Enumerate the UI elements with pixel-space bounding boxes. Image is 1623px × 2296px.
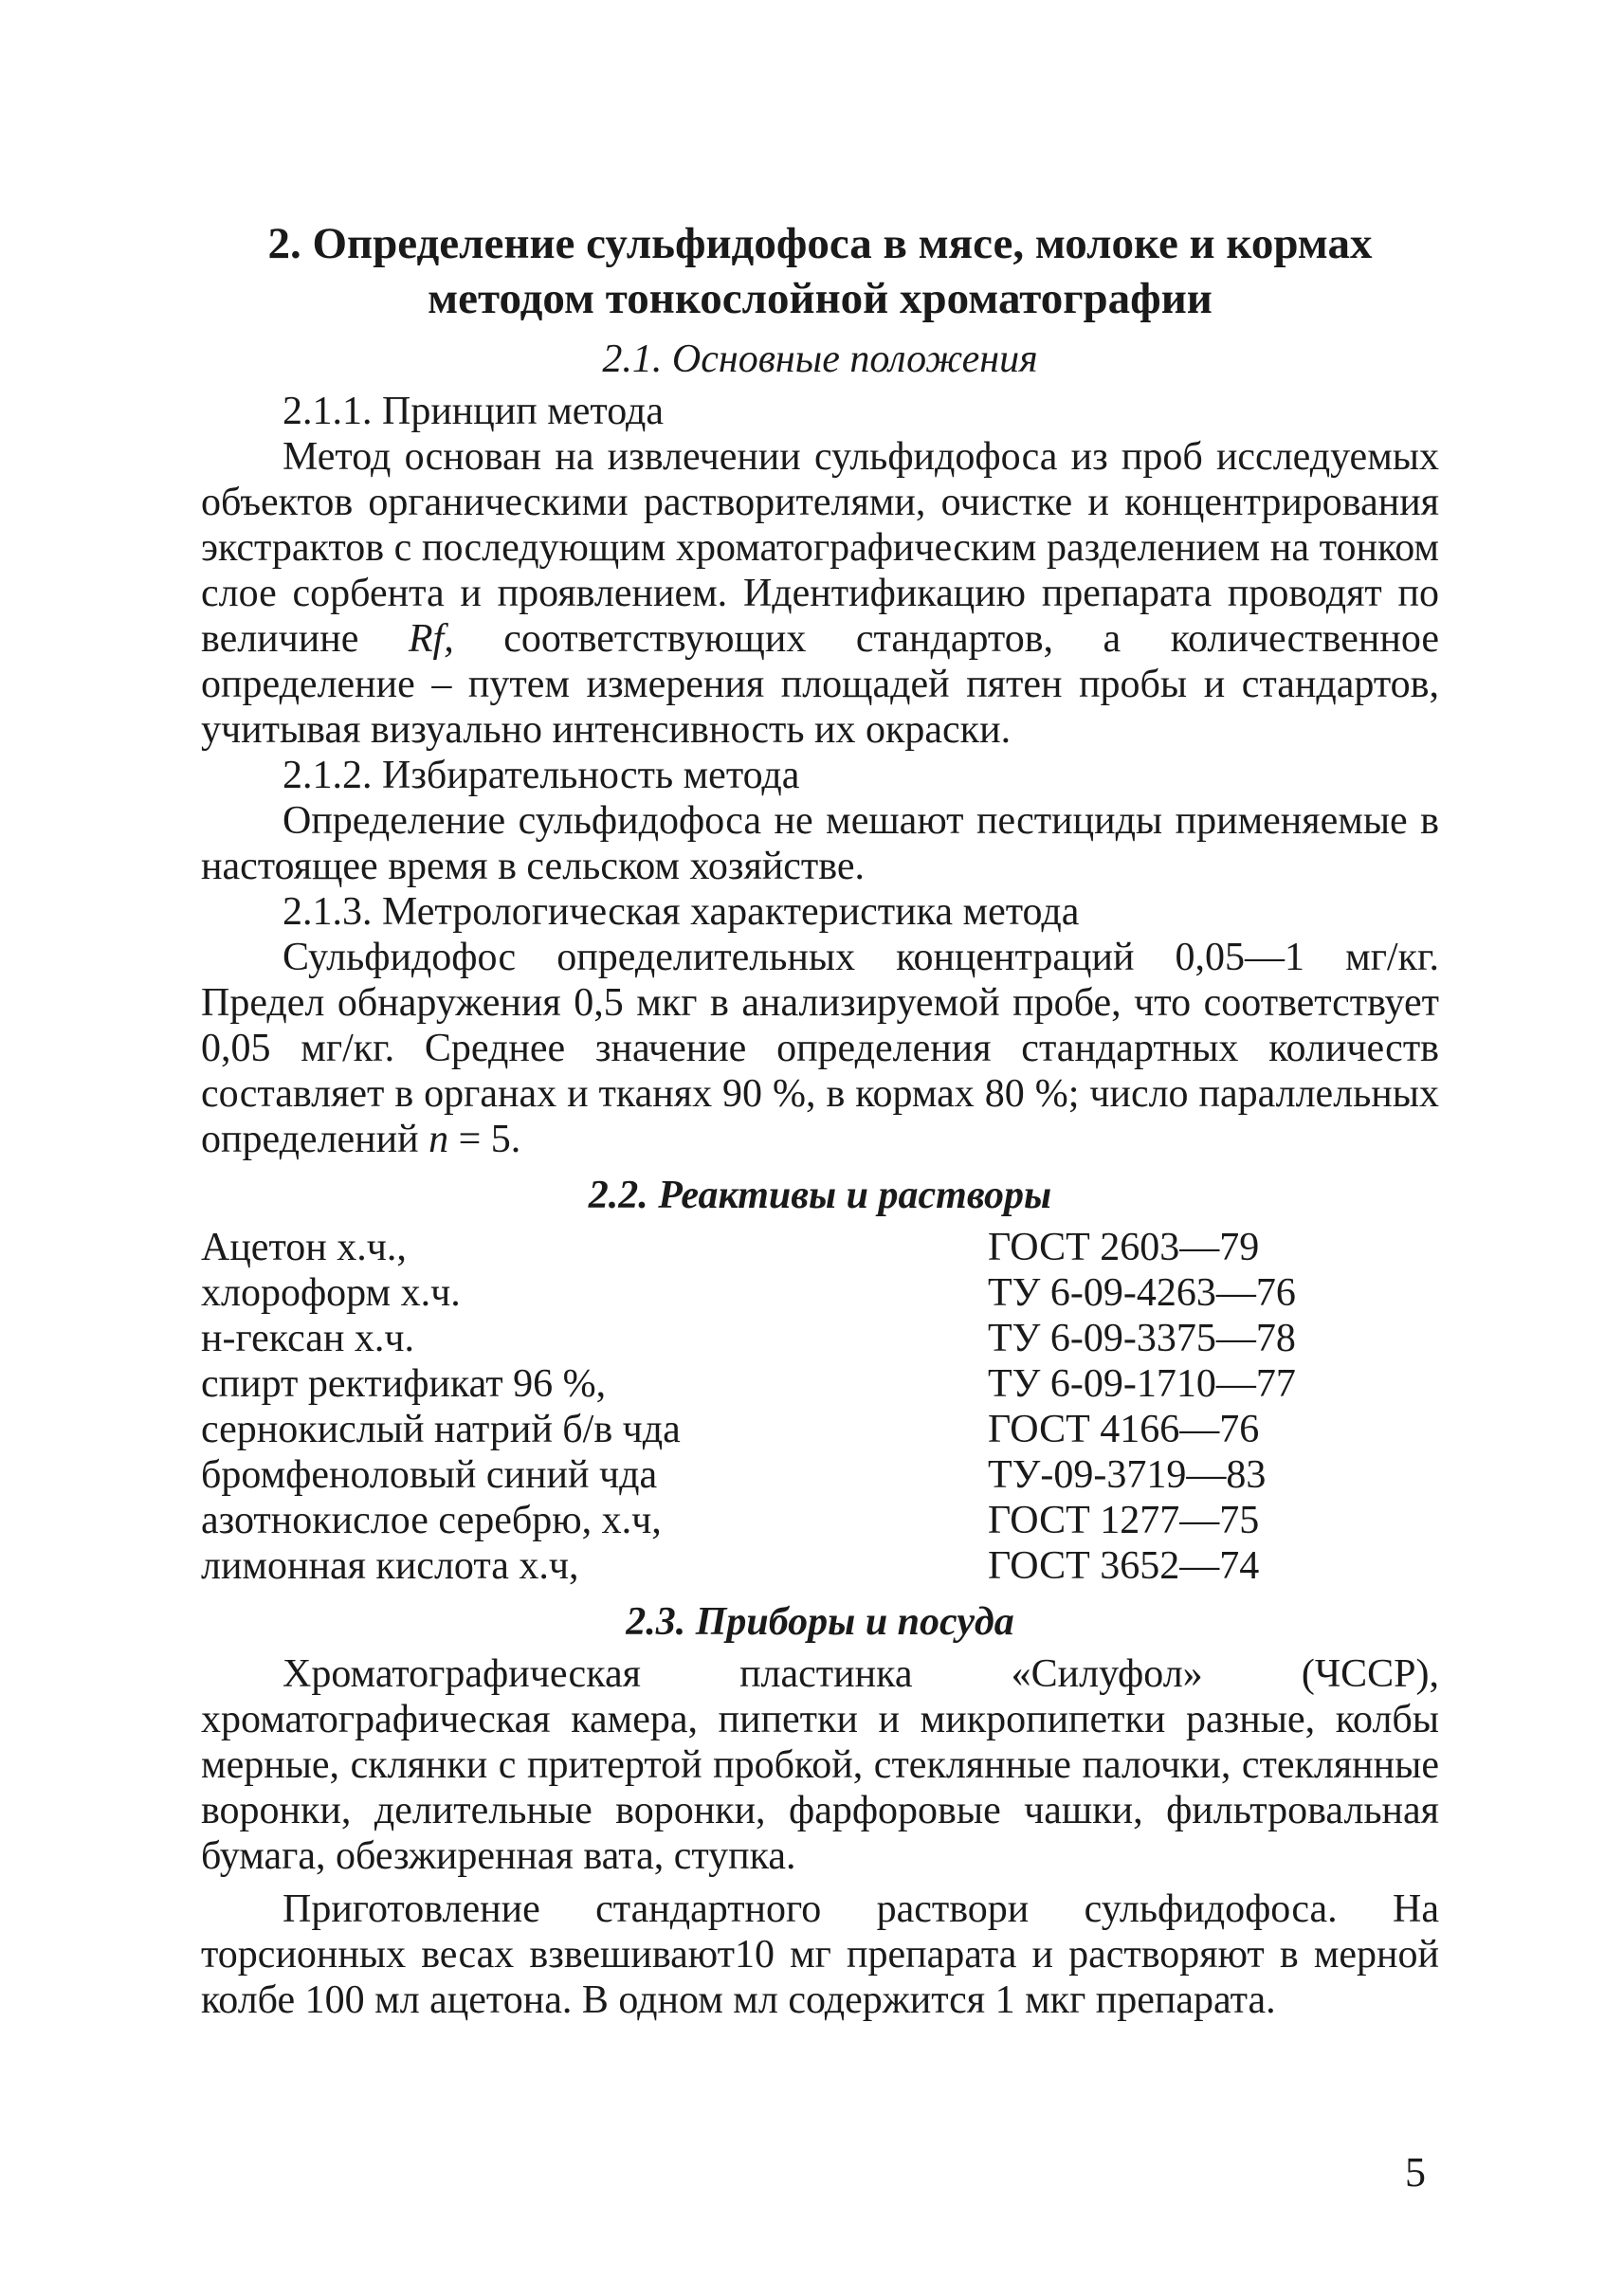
reagents-list: [201, 1225, 1439, 1589]
reagent-name: сернокислый натрий б/в чда: [201, 1408, 681, 1451]
section-2-1-heading: 2.1. Основные положения: [602, 337, 1038, 381]
rf-symbol: Rf,: [408, 617, 454, 661]
reagent-name: н-гексан х.ч.: [201, 1317, 415, 1360]
reagent-standard: ТУ 6-09-3375—78: [988, 1317, 1296, 1360]
reagent-name: Ацетон х.ч.,: [201, 1226, 407, 1269]
subsection-2-1-2-text: Определение сульфидофоса не мешают пестициды применяемые в настоящее время в сельском хозяйстве.: [201, 799, 1439, 888]
reagent-name: азотнокислое серебрю, х.ч,: [201, 1499, 662, 1542]
reagent-row: [201, 1270, 1439, 1316]
reagent-row: [201, 1316, 1439, 1361]
equipment-paragraph: Хроматографическая пластинка «Силуфол» (ЧССР), хроматографическая камера, пипетки и микропипетки разные, колбы мерные, склянки с притертой пробкой, стеклянные палочки, стеклянные воронки, делительные воронки, фарфоровые чашки, фильтровальная бумага, обезжиренная вата, ступка.: [201, 1652, 1439, 1878]
chapter-title-line-2: методом тонкослойной хроматографии: [428, 274, 1213, 323]
reagent-name: бромфеноловый синий чда: [201, 1453, 658, 1497]
reagent-row: [201, 1361, 1439, 1407]
subsection-2-1-3-text: [201, 935, 1439, 1162]
reagent-standard: ГОСТ 1277—75: [988, 1499, 1260, 1542]
reagent-standard: ТУ-09-3719—83: [988, 1453, 1267, 1497]
reagent-row: [201, 1543, 1439, 1589]
subsection-2-1-2-heading: 2.1.2. Избирательность метода: [283, 754, 800, 797]
subsection-2-1-1-heading: 2.1.1. Принцип метода: [283, 390, 665, 433]
reagent-standard: ТУ 6-09-1710—77: [988, 1362, 1296, 1406]
principle-text-end: соответствующих стандартов, а количественное определение – путем измерения площадей пятен пробы и стандартов, учитывая визуально интенсивность их окраски.: [201, 617, 1439, 752]
reagent-standard: ГОСТ 4166—76: [988, 1408, 1260, 1451]
reagent-row: [201, 1225, 1439, 1270]
subsection-2-1-1-text: [201, 434, 1439, 753]
section-2-2-heading: 2.2. Реактивы и растворы: [588, 1174, 1052, 1217]
page-content: [201, 216, 1439, 2023]
n-symbol: n: [429, 1118, 449, 1161]
reagent-row: [201, 1407, 1439, 1452]
chapter-title-line-1: 2. Определение сульфидофоса в мясе, молоке и кормах: [267, 219, 1373, 268]
reagent-standard: ГОСТ 2603—79: [988, 1226, 1260, 1269]
section-2-3-heading: 2.3. Приборы и посуда: [626, 1600, 1014, 1644]
page-number: 5: [1405, 2149, 1426, 2196]
metrology-text-end: = 5.: [448, 1118, 521, 1161]
reagent-row: [201, 1452, 1439, 1498]
standard-solution-paragraph: Приготовление стандартного раствори сульфидофоса. На торсионных весах взвешивают10 мг препарата и растворяют в мерной колбе 100 мл ацетона. В одном мл содержится 1 мкг препарата.: [201, 1887, 1439, 2022]
reagent-standard: ТУ 6-09-4263—76: [988, 1271, 1296, 1315]
reagent-name: хлороформ х.ч.: [201, 1271, 461, 1315]
reagent-name: лимонная кислота х.ч,: [201, 1544, 579, 1588]
principle-text-start: Метод основан на извлечении сульфидофоса из проб исследуемых объектов органическими растворителями, очистке и концентрирования экстрактов с последующим хроматографическим разделением на тонком слое сорбента и проявлением. Идентификацию препарата проводят по величине: [201, 435, 1439, 661]
subsection-2-1-3-heading: 2.1.3. Метрологическая характеристика метода: [283, 890, 1080, 934]
reagent-standard: ГОСТ 3652—74: [988, 1544, 1260, 1588]
metrology-text-start: Сульфидофос определительных концентраций 0,05—1 мг/кг. Предел обнаружения 0,5 мкг в анализируемой пробе, что соответствует 0,05 мг/кг. Среднее значение определения стандартных количеств составляет в органах и тканях 90 %, в кормах 80 %; число параллельных определений: [201, 936, 1439, 1161]
reagent-name: спирт ректификат 96 %,: [201, 1362, 607, 1406]
chapter-title: [201, 216, 1439, 326]
reagent-row: [201, 1498, 1439, 1543]
